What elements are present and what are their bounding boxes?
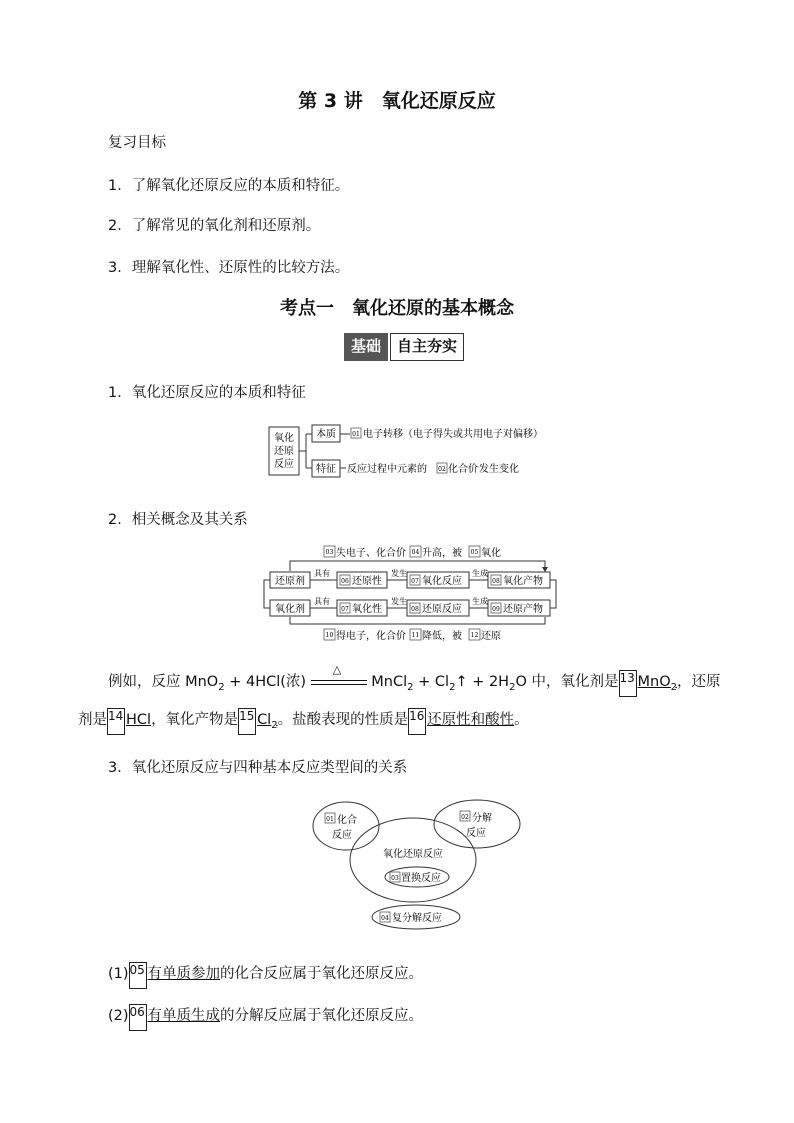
equals-line	[311, 680, 367, 681]
root-line: 反应	[274, 459, 294, 470]
root-line: 还原	[274, 446, 294, 457]
top-text: 失电子、化合价	[336, 548, 406, 559]
left-bracket	[264, 580, 270, 608]
item2-label: 2．相关概念及其关系	[108, 512, 248, 528]
note-1	[108, 962, 423, 989]
reaction-condition	[311, 663, 367, 689]
number: 10	[325, 632, 334, 639]
number: 07	[411, 578, 419, 585]
answer-number: 05	[129, 962, 147, 989]
number: 03	[325, 549, 334, 556]
subscript: 2	[271, 719, 278, 731]
number: 04	[411, 549, 420, 556]
answer-number: 13	[619, 670, 637, 697]
example-text: ，氧化产物是	[151, 712, 239, 728]
agent: 还原剂	[275, 576, 305, 587]
product: 氧化产物	[503, 576, 543, 587]
relation: 生成	[472, 569, 488, 578]
venn-label: 反应	[466, 828, 486, 839]
example-text: + 4HCl(浓)	[224, 674, 307, 690]
number: 02	[461, 814, 469, 821]
arrowhead	[542, 567, 548, 572]
bottom-text: 还原	[481, 631, 501, 642]
subscript: 2	[407, 681, 414, 693]
subscript: 2	[670, 681, 677, 693]
agent: 氧化剂	[275, 604, 305, 615]
example-line-1	[108, 663, 721, 697]
essence-text: 电子转移（电子得失或共用电子对偏移）	[363, 429, 543, 440]
bottom-connector	[290, 617, 545, 624]
bottom-text: 降低，被	[422, 631, 462, 642]
number: 08	[492, 578, 500, 585]
section-badge	[344, 333, 464, 361]
number: 12	[470, 632, 479, 639]
answer	[637, 674, 678, 693]
section-heading: 考点一 氧化还原的基本概念	[280, 298, 514, 319]
answer-text: Cl	[257, 712, 272, 728]
right-bracket	[550, 580, 556, 608]
property: 还原性	[352, 576, 382, 587]
relation: 发生	[391, 569, 407, 578]
example-text: 。盐酸表现的性质是	[277, 712, 409, 728]
answer-number: 14	[107, 708, 125, 735]
review-item: 1．了解氧化还原反应的本质和特征。	[108, 178, 350, 194]
note-prefix: (1)	[108, 966, 129, 982]
answer-number: 06	[129, 1004, 147, 1031]
number: 02	[438, 466, 446, 473]
number: 11	[411, 632, 420, 639]
bottom-text: 得电子，化合价	[336, 631, 406, 642]
reaction: 氧化反应	[422, 576, 462, 587]
root-line: 氧化	[274, 433, 294, 444]
item3-label: 3．氧化还原反应与四种基本反应类型间的关系	[108, 760, 408, 776]
venn-label: 分解	[472, 813, 492, 824]
venn-label: 复分解反应	[392, 913, 442, 924]
number: 09	[492, 606, 500, 613]
badge-label: 基础	[344, 333, 388, 361]
subscript: 2	[449, 681, 456, 693]
number: 06	[341, 578, 349, 585]
number: 03	[391, 875, 399, 882]
essence-label: 本质	[316, 429, 336, 440]
relation: 生成	[472, 597, 488, 606]
review-heading: 复习目标	[108, 135, 166, 151]
answer-number: 16	[408, 708, 426, 735]
venn-label: 化合	[337, 815, 357, 826]
number: 01	[326, 816, 334, 823]
answer: 还原性和酸性	[427, 712, 515, 728]
answer	[257, 712, 278, 731]
example-text: + Cl	[413, 674, 450, 690]
note-2	[108, 1004, 423, 1031]
example-text: 剂是	[78, 712, 107, 728]
number: 04	[381, 915, 389, 922]
number: 07	[341, 606, 349, 613]
answer-text: MnO	[637, 674, 671, 690]
example-line-2	[78, 708, 529, 735]
feature-key: 化合价	[448, 464, 478, 475]
note-text: 的分解反应属于氧化还原反应。	[220, 1008, 424, 1024]
example-text: ↑ + 2H	[455, 674, 510, 690]
property: 氧化性	[352, 604, 382, 615]
feature-post: 发生变化	[479, 464, 519, 475]
answer: 有单质参加	[147, 966, 221, 982]
answer: 有单质生成	[147, 1008, 221, 1024]
combination-ellipse	[313, 802, 379, 850]
top-text: 升高，被	[422, 548, 462, 559]
venn-label: 反应	[332, 830, 352, 841]
review-item: 2．了解常见的氧化剂和还原剂。	[108, 218, 321, 234]
feature-pre: 反应过程中元素的	[347, 464, 427, 475]
relation: 发生	[391, 597, 407, 606]
number: 08	[411, 606, 419, 613]
example-text: 例如，反应 MnO	[108, 674, 219, 690]
example-text: ，还原	[677, 674, 721, 690]
note-text: 的化合反应属于氧化还原反应。	[220, 966, 424, 982]
relation: 具有	[314, 597, 330, 606]
example-text: 。	[514, 712, 529, 728]
venn-label: 置换反应	[401, 873, 441, 884]
note-prefix: (2)	[108, 1008, 129, 1024]
heat-symbol: △	[332, 663, 342, 676]
number: 05	[470, 549, 479, 556]
answer-number: 15	[238, 708, 256, 735]
badge-text: 自主夯实	[390, 333, 464, 361]
subscript: 2	[509, 681, 516, 693]
reaction-type-venn	[310, 798, 526, 938]
venn-label: 氧化还原反应	[383, 849, 443, 860]
equals-line	[311, 684, 367, 685]
product: 还原产物	[503, 604, 543, 615]
concept-relation-diagram	[262, 540, 562, 644]
relation: 具有	[314, 569, 330, 578]
reaction: 还原反应	[422, 604, 462, 615]
item1-label: 1．氧化还原反应的本质和特征	[108, 385, 306, 401]
feature-label: 特征	[316, 464, 336, 475]
example-text: O 中，氧化剂是	[515, 674, 619, 690]
redox-ellipse	[350, 818, 476, 902]
top-text: 氧化	[481, 548, 501, 559]
essence-feature-diagram	[266, 420, 566, 482]
example-text: MnCl	[366, 674, 408, 690]
page-title: 第 3 讲 氧化还原反应	[298, 90, 496, 112]
review-item: 3．理解氧化性、还原性的比较方法。	[108, 260, 350, 276]
number: 01	[352, 431, 360, 438]
subscript: 2	[218, 681, 225, 693]
answer: HCl	[126, 712, 152, 728]
